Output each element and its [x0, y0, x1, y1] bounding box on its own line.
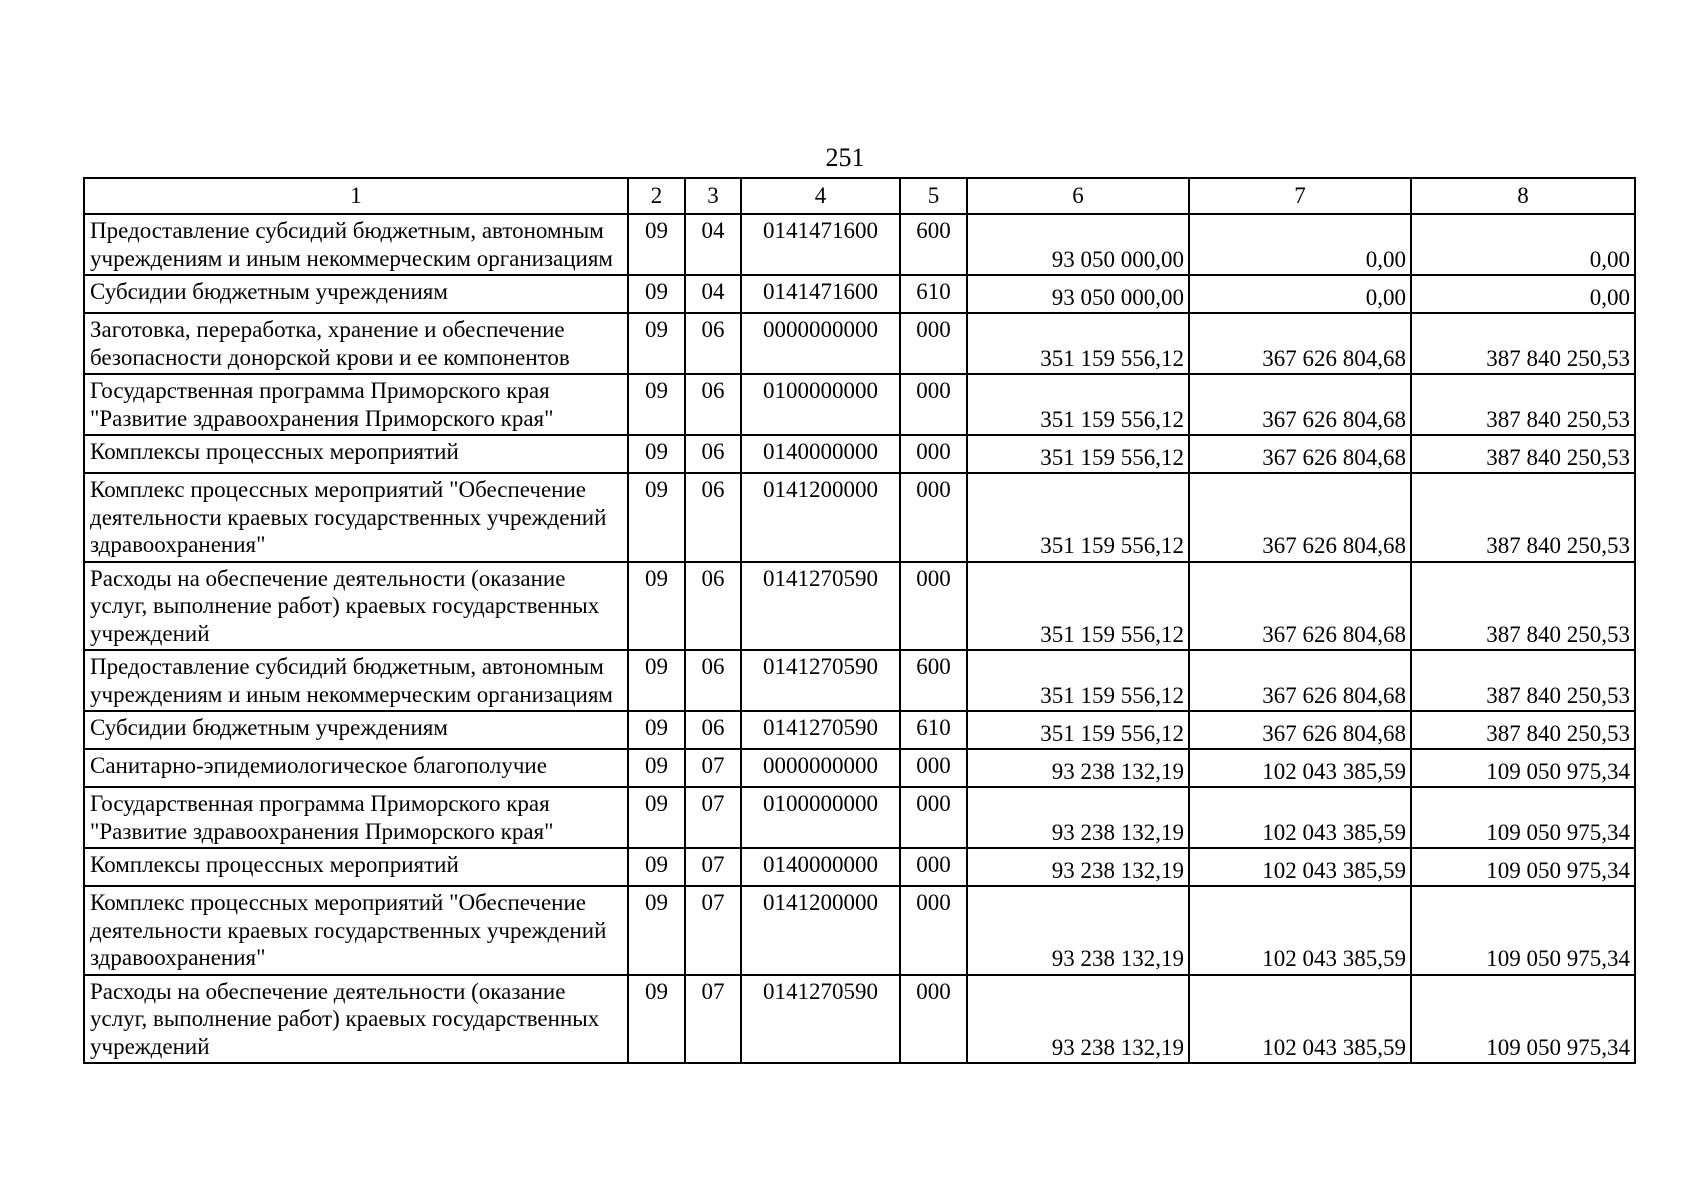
row-code-5: 000 — [900, 787, 967, 848]
row-code-3: 07 — [685, 975, 741, 1064]
row-code-3: 06 — [685, 711, 741, 749]
row-name: Расходы на обеспечение деятельности (оказание услуг, выполнение работ) краевых государственных учреждений — [84, 975, 628, 1064]
row-amount-7: 0,00 — [1189, 214, 1411, 275]
row-code-2: 09 — [628, 711, 685, 749]
row-code-3: 04 — [685, 275, 741, 313]
row-name: Государственная программа Приморского края "Развитие здравоохранения Приморского края" — [84, 787, 628, 848]
table-row — [84, 650, 1635, 711]
row-code-2: 09 — [628, 435, 685, 473]
row-name: Комплексы процессных мероприятий — [84, 435, 628, 473]
row-amount-8: 387 840 250,53 — [1411, 650, 1635, 711]
table-row — [84, 562, 1635, 651]
row-amount-7: 102 043 385,59 — [1189, 787, 1411, 848]
row-amount-7: 367 626 804,68 — [1189, 313, 1411, 374]
row-code-2: 09 — [628, 374, 685, 435]
row-code-3: 04 — [685, 214, 741, 275]
row-amount-7: 102 043 385,59 — [1189, 848, 1411, 886]
row-amount-8: 387 840 250,53 — [1411, 313, 1635, 374]
row-code-4: 0141270590 — [741, 975, 900, 1064]
column-header: 5 — [900, 178, 967, 214]
budget-table — [83, 177, 1636, 1064]
row-amount-6: 351 159 556,12 — [967, 435, 1189, 473]
row-name: Комплекс процессных мероприятий "Обеспечение деятельности краевых государственных учреждений здравоохранения" — [84, 886, 628, 975]
row-amount-8: 387 840 250,53 — [1411, 435, 1635, 473]
row-amount-7: 367 626 804,68 — [1189, 562, 1411, 651]
row-code-5: 600 — [900, 214, 967, 275]
row-amount-7: 367 626 804,68 — [1189, 435, 1411, 473]
row-amount-7: 102 043 385,59 — [1189, 886, 1411, 975]
row-code-5: 000 — [900, 374, 967, 435]
row-amount-8: 109 050 975,34 — [1411, 848, 1635, 886]
table-row — [84, 435, 1635, 473]
row-name: Предоставление субсидий бюджетным, автономным учреждениям и иным некоммерческим организациям — [84, 650, 628, 711]
row-name: Предоставление субсидий бюджетным, автономным учреждениям и иным некоммерческим организациям — [84, 214, 628, 275]
row-code-5: 000 — [900, 435, 967, 473]
table-row — [84, 711, 1635, 749]
row-amount-7: 102 043 385,59 — [1189, 749, 1411, 787]
row-code-5: 000 — [900, 886, 967, 975]
row-code-5: 000 — [900, 473, 967, 562]
row-code-2: 09 — [628, 848, 685, 886]
row-name: Расходы на обеспечение деятельности (оказание услуг, выполнение работ) краевых государственных учреждений — [84, 562, 628, 651]
row-name: Субсидии бюджетным учреждениям — [84, 711, 628, 749]
row-code-2: 09 — [628, 562, 685, 651]
column-header: 8 — [1411, 178, 1635, 214]
row-code-4: 0140000000 — [741, 435, 900, 473]
row-code-3: 07 — [685, 886, 741, 975]
row-code-2: 09 — [628, 650, 685, 711]
column-header: 3 — [685, 178, 741, 214]
row-amount-6: 351 159 556,12 — [967, 313, 1189, 374]
row-amount-6: 351 159 556,12 — [967, 650, 1189, 711]
row-code-5: 600 — [900, 650, 967, 711]
row-amount-7: 0,00 — [1189, 275, 1411, 313]
row-code-4: 0141270590 — [741, 711, 900, 749]
row-amount-6: 351 159 556,12 — [967, 374, 1189, 435]
row-code-2: 09 — [628, 787, 685, 848]
row-amount-7: 367 626 804,68 — [1189, 650, 1411, 711]
row-name: Субсидии бюджетным учреждениям — [84, 275, 628, 313]
row-code-3: 06 — [685, 374, 741, 435]
column-header: 1 — [84, 178, 628, 214]
row-name: Комплексы процессных мероприятий — [84, 848, 628, 886]
column-header: 7 — [1189, 178, 1411, 214]
row-name: Государственная программа Приморского края "Развитие здравоохранения Приморского края" — [84, 374, 628, 435]
row-code-4: 0141471600 — [741, 275, 900, 313]
row-code-3: 07 — [685, 749, 741, 787]
row-amount-6: 93 238 132,19 — [967, 975, 1189, 1064]
row-amount-7: 367 626 804,68 — [1189, 473, 1411, 562]
row-code-5: 000 — [900, 975, 967, 1064]
row-code-5: 000 — [900, 848, 967, 886]
row-amount-6: 93 238 132,19 — [967, 787, 1189, 848]
table-header-row — [84, 178, 1635, 214]
table-row — [84, 275, 1635, 313]
row-amount-8: 387 840 250,53 — [1411, 711, 1635, 749]
row-code-2: 09 — [628, 275, 685, 313]
row-amount-8: 109 050 975,34 — [1411, 886, 1635, 975]
page-number: 251 — [825, 143, 865, 172]
table-row — [84, 975, 1635, 1064]
row-code-5: 000 — [900, 562, 967, 651]
row-code-3: 06 — [685, 473, 741, 562]
row-code-4: 0141270590 — [741, 650, 900, 711]
row-code-4: 0000000000 — [741, 313, 900, 374]
row-amount-8: 0,00 — [1411, 275, 1635, 313]
row-code-2: 09 — [628, 749, 685, 787]
row-code-2: 09 — [628, 975, 685, 1064]
row-code-4: 0141200000 — [741, 886, 900, 975]
row-amount-7: 367 626 804,68 — [1189, 374, 1411, 435]
row-code-2: 09 — [628, 473, 685, 562]
row-code-5: 610 — [900, 275, 967, 313]
row-amount-8: 387 840 250,53 — [1411, 562, 1635, 651]
row-amount-8: 109 050 975,34 — [1411, 787, 1635, 848]
row-name: Заготовка, переработка, хранение и обеспечение безопасности донорской крови и ее компонентов — [84, 313, 628, 374]
row-amount-8: 387 840 250,53 — [1411, 473, 1635, 562]
row-code-3: 07 — [685, 848, 741, 886]
row-code-3: 06 — [685, 313, 741, 374]
row-code-4: 0140000000 — [741, 848, 900, 886]
row-amount-6: 351 159 556,12 — [967, 711, 1189, 749]
row-amount-8: 387 840 250,53 — [1411, 374, 1635, 435]
row-amount-8: 0,00 — [1411, 214, 1635, 275]
row-amount-6: 93 238 132,19 — [967, 886, 1189, 975]
table-row — [84, 374, 1635, 435]
row-amount-6: 351 159 556,12 — [967, 562, 1189, 651]
row-code-4: 0100000000 — [741, 787, 900, 848]
row-amount-6: 93 050 000,00 — [967, 214, 1189, 275]
row-amount-8: 109 050 975,34 — [1411, 975, 1635, 1064]
row-amount-7: 102 043 385,59 — [1189, 975, 1411, 1064]
row-code-3: 07 — [685, 787, 741, 848]
row-code-4: 0141200000 — [741, 473, 900, 562]
row-code-3: 06 — [685, 435, 741, 473]
row-code-2: 09 — [628, 214, 685, 275]
row-code-5: 000 — [900, 749, 967, 787]
row-name: Комплекс процессных мероприятий "Обеспечение деятельности краевых государственных учреждений здравоохранения" — [84, 473, 628, 562]
column-header: 4 — [741, 178, 900, 214]
column-header: 6 — [967, 178, 1189, 214]
table-row — [84, 848, 1635, 886]
table-row — [84, 313, 1635, 374]
row-code-3: 06 — [685, 650, 741, 711]
row-code-4: 0100000000 — [741, 374, 900, 435]
row-code-4: 0000000000 — [741, 749, 900, 787]
table-row — [84, 214, 1635, 275]
row-code-3: 06 — [685, 562, 741, 651]
row-code-4: 0141471600 — [741, 214, 900, 275]
row-name: Санитарно-эпидемиологическое благополучие — [84, 749, 628, 787]
table-row — [84, 749, 1635, 787]
row-amount-6: 93 238 132,19 — [967, 848, 1189, 886]
row-amount-8: 109 050 975,34 — [1411, 749, 1635, 787]
row-amount-6: 351 159 556,12 — [967, 473, 1189, 562]
row-code-2: 09 — [628, 313, 685, 374]
table-row — [84, 886, 1635, 975]
row-code-5: 000 — [900, 313, 967, 374]
table-row — [84, 787, 1635, 848]
row-code-4: 0141270590 — [741, 562, 900, 651]
row-code-5: 610 — [900, 711, 967, 749]
row-amount-7: 367 626 804,68 — [1189, 711, 1411, 749]
row-amount-6: 93 238 132,19 — [967, 749, 1189, 787]
row-code-2: 09 — [628, 886, 685, 975]
row-amount-6: 93 050 000,00 — [967, 275, 1189, 313]
table-row — [84, 473, 1635, 562]
column-header: 2 — [628, 178, 685, 214]
